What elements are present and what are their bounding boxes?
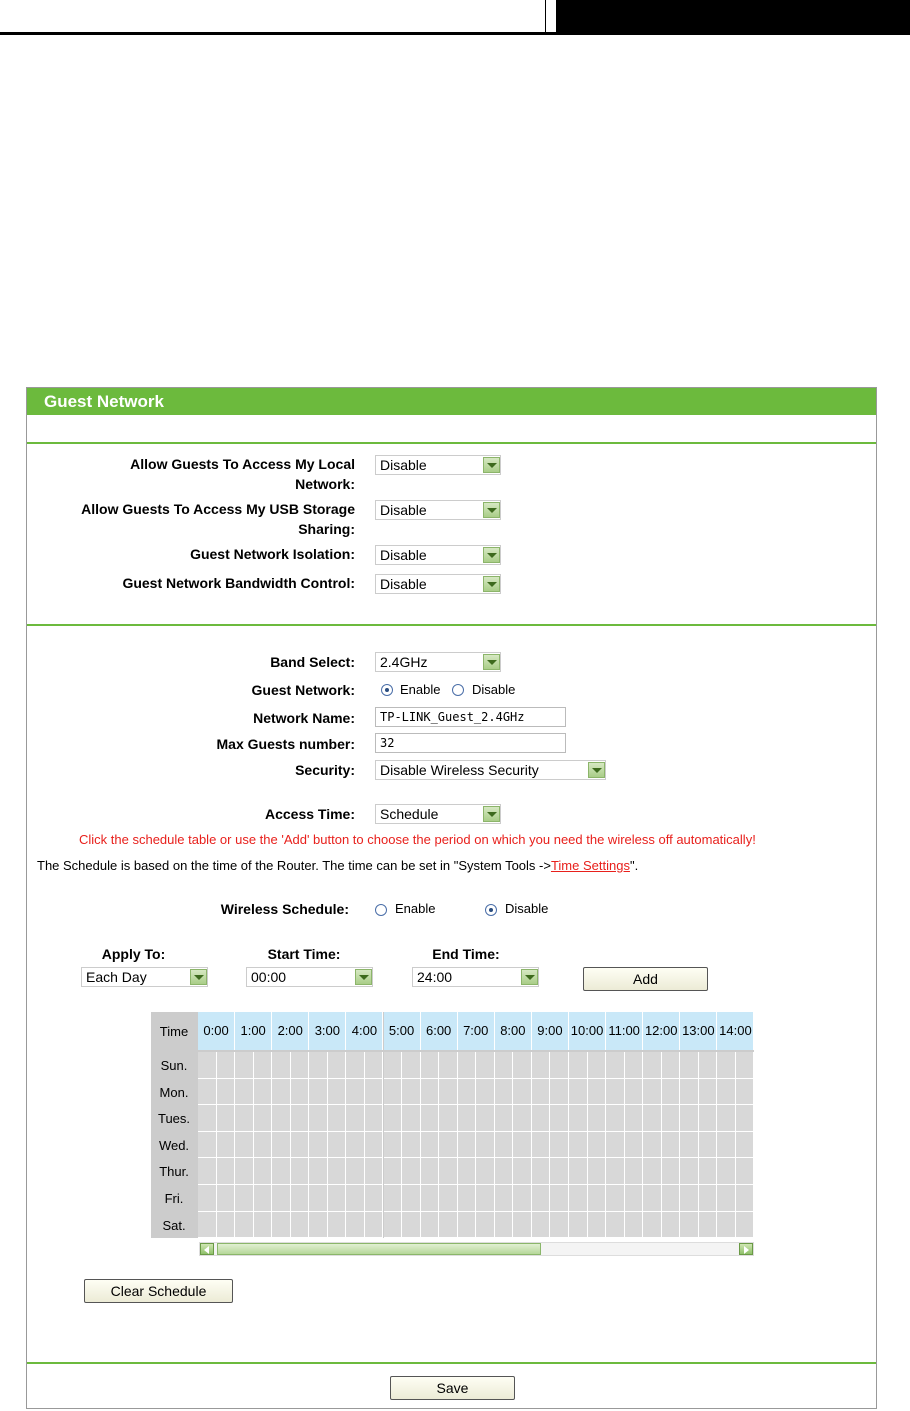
schedule-cell[interactable] xyxy=(254,1212,273,1239)
schedule-cell[interactable] xyxy=(476,1185,495,1212)
schedule-hour-header[interactable]: 14:00 xyxy=(717,1012,754,1050)
schedule-cell[interactable] xyxy=(550,1212,569,1239)
page-top-bar xyxy=(556,0,910,33)
chevron-down-icon xyxy=(588,762,605,778)
schedule-cell[interactable] xyxy=(662,1105,681,1132)
schedule-hour-header[interactable]: 3:00 xyxy=(309,1012,346,1050)
schedule-cell[interactable] xyxy=(384,1132,403,1159)
wireless-schedule-enable-label: Enable xyxy=(395,901,436,916)
schedule-cell[interactable] xyxy=(513,1212,532,1239)
schedule-cell[interactable] xyxy=(235,1132,254,1159)
schedule-cell[interactable] xyxy=(476,1105,495,1132)
chevron-down-icon xyxy=(190,969,207,985)
schedule-cell[interactable] xyxy=(495,1212,514,1239)
scroll-right-arrow-icon[interactable] xyxy=(739,1243,753,1255)
chevron-down-icon xyxy=(483,654,500,670)
schedule-cell[interactable] xyxy=(421,1185,440,1212)
schedule-cell[interactable] xyxy=(643,1132,662,1159)
max-guests-label: Max Guests number: xyxy=(216,736,355,752)
schedule-cell[interactable] xyxy=(272,1052,291,1079)
schedule-cell[interactable] xyxy=(217,1185,236,1212)
schedule-cell[interactable] xyxy=(235,1212,254,1239)
schedule-hour-header[interactable]: 2:00 xyxy=(272,1012,309,1050)
schedule-cell[interactable] xyxy=(625,1185,644,1212)
schedule-cell[interactable] xyxy=(717,1185,736,1212)
guest-network-enable-label: Enable xyxy=(400,682,441,697)
schedule-cell[interactable] xyxy=(346,1132,365,1159)
max-guests-input[interactable]: 32 xyxy=(375,733,566,753)
schedule-cell[interactable] xyxy=(291,1105,310,1132)
schedule-cell[interactable] xyxy=(439,1105,458,1132)
schedule-cell[interactable] xyxy=(402,1158,421,1185)
schedule-cell[interactable] xyxy=(402,1212,421,1239)
schedule-cell[interactable] xyxy=(476,1132,495,1159)
schedule-cell[interactable] xyxy=(736,1212,755,1239)
schedule-cell[interactable] xyxy=(625,1105,644,1132)
section-divider xyxy=(27,624,876,626)
schedule-cell[interactable] xyxy=(402,1132,421,1159)
schedule-cell[interactable] xyxy=(272,1158,291,1185)
schedule-cell[interactable] xyxy=(625,1052,644,1079)
schedule-cell[interactable] xyxy=(458,1132,477,1159)
schedule-cell[interactable] xyxy=(532,1079,551,1106)
schedule-cell[interactable] xyxy=(550,1185,569,1212)
network-name-label: Network Name: xyxy=(253,710,355,726)
schedule-cell[interactable] xyxy=(550,1158,569,1185)
schedule-cell[interactable] xyxy=(402,1052,421,1079)
schedule-cell[interactable] xyxy=(569,1185,588,1212)
schedule-cell[interactable] xyxy=(550,1105,569,1132)
schedule-cell[interactable] xyxy=(532,1185,551,1212)
chevron-down-icon xyxy=(355,969,372,985)
schedule-hour-header[interactable]: 12:00 xyxy=(643,1012,680,1050)
guest-network-disable-label: Disable xyxy=(472,682,516,697)
schedule-cell[interactable] xyxy=(217,1132,236,1159)
schedule-cell[interactable] xyxy=(458,1185,477,1212)
schedule-cell[interactable] xyxy=(476,1158,495,1185)
schedule-cell[interactable] xyxy=(346,1158,365,1185)
scroll-left-arrow-icon[interactable] xyxy=(200,1243,214,1255)
schedule-cell[interactable] xyxy=(495,1052,514,1079)
schedule-cell[interactable] xyxy=(346,1105,365,1132)
schedule-cell[interactable] xyxy=(476,1079,495,1106)
local-access-label: Allow Guests To Access My Local Network: xyxy=(130,456,355,492)
schedule-cell[interactable] xyxy=(606,1079,625,1106)
schedule-cell[interactable] xyxy=(625,1079,644,1106)
schedule-cell[interactable] xyxy=(699,1185,718,1212)
schedule-cell[interactable] xyxy=(625,1132,644,1159)
schedule-cell[interactable] xyxy=(680,1185,699,1212)
schedule-cell[interactable] xyxy=(513,1079,532,1106)
access-time-label: Access Time: xyxy=(264,806,355,822)
schedule-cell[interactable] xyxy=(309,1079,328,1106)
schedule-cell[interactable] xyxy=(346,1185,365,1212)
schedule-cell[interactable] xyxy=(365,1105,384,1132)
schedule-cell[interactable] xyxy=(254,1158,273,1185)
schedule-cell[interactable] xyxy=(680,1079,699,1106)
usb-access-label: Allow Guests To Access My USB Storage Sharing: xyxy=(81,501,355,537)
network-name-input[interactable]: TP-LINK_Guest_2.4GHz xyxy=(375,707,566,727)
schedule-cell[interactable] xyxy=(569,1212,588,1239)
isolation-label: Guest Network Isolation: xyxy=(190,546,355,562)
schedule-cell[interactable] xyxy=(439,1132,458,1159)
schedule-cell[interactable] xyxy=(643,1105,662,1132)
apply-to-label: Apply To: xyxy=(101,946,166,962)
schedule-cell[interactable] xyxy=(198,1185,217,1212)
schedule-cell[interactable] xyxy=(588,1212,607,1239)
schedule-cell[interactable] xyxy=(717,1212,736,1239)
schedule-cell[interactable] xyxy=(606,1132,625,1159)
schedule-cell[interactable] xyxy=(421,1052,440,1079)
schedule-cell[interactable] xyxy=(272,1212,291,1239)
schedule-cell[interactable] xyxy=(513,1185,532,1212)
schedule-cell[interactable] xyxy=(254,1185,273,1212)
schedule-cell[interactable] xyxy=(550,1052,569,1079)
schedule-cell[interactable] xyxy=(291,1132,310,1159)
schedule-cell[interactable] xyxy=(662,1052,681,1079)
schedule-cell[interactable] xyxy=(550,1132,569,1159)
schedule-cell[interactable] xyxy=(291,1079,310,1106)
schedule-cell[interactable] xyxy=(532,1158,551,1185)
schedule-hour-header[interactable]: 13:00 xyxy=(680,1012,717,1050)
clear-schedule-button[interactable]: Clear Schedule xyxy=(84,1279,233,1303)
schedule-scrollbar[interactable] xyxy=(199,1242,754,1256)
schedule-cell[interactable] xyxy=(662,1079,681,1106)
schedule-cell[interactable] xyxy=(384,1105,403,1132)
schedule-cell[interactable] xyxy=(736,1105,755,1132)
apply-to-select[interactable]: Each Day xyxy=(81,967,208,987)
schedule-table xyxy=(151,1012,754,1238)
schedule-cell[interactable] xyxy=(198,1079,217,1106)
schedule-cell[interactable] xyxy=(680,1212,699,1239)
schedule-cell[interactable] xyxy=(588,1158,607,1185)
access-time-select[interactable]: Schedule xyxy=(375,804,501,824)
schedule-cell[interactable] xyxy=(291,1052,310,1079)
guest-network-enable-radio[interactable] xyxy=(381,684,393,696)
schedule-cell[interactable] xyxy=(235,1079,254,1106)
schedule-cell[interactable] xyxy=(458,1158,477,1185)
schedule-cell[interactable] xyxy=(402,1079,421,1106)
schedule-cell[interactable] xyxy=(365,1212,384,1239)
chevron-down-icon xyxy=(483,502,500,518)
schedule-cell[interactable] xyxy=(198,1052,217,1079)
schedule-cell[interactable] xyxy=(532,1052,551,1079)
schedule-cell[interactable] xyxy=(606,1052,625,1079)
schedule-hour-header[interactable]: 4:00 xyxy=(346,1012,383,1050)
schedule-cell[interactable] xyxy=(198,1132,217,1159)
chevron-down-icon xyxy=(521,969,538,985)
wireless-schedule-disable-radio[interactable] xyxy=(485,904,497,916)
page-top-divider xyxy=(545,0,546,33)
schedule-cell[interactable] xyxy=(717,1105,736,1132)
schedule-cell[interactable] xyxy=(328,1052,347,1079)
schedule-hour-header[interactable]: 11:00 xyxy=(606,1012,643,1050)
schedule-cell[interactable] xyxy=(717,1079,736,1106)
schedule-hour-header[interactable]: 5:00 xyxy=(384,1012,421,1050)
end-time-label: End Time: xyxy=(432,946,500,962)
schedule-cell[interactable] xyxy=(736,1079,755,1106)
add-button[interactable]: Add xyxy=(583,967,708,991)
schedule-cell[interactable] xyxy=(680,1105,699,1132)
start-time-label: Start Time: xyxy=(267,946,341,962)
schedule-cell[interactable] xyxy=(513,1132,532,1159)
schedule-day-label[interactable]: Sun. xyxy=(160,1058,188,1073)
schedule-cell[interactable] xyxy=(680,1158,699,1185)
schedule-cell[interactable] xyxy=(421,1132,440,1159)
schedule-cell[interactable] xyxy=(291,1212,310,1239)
schedule-cell[interactable] xyxy=(588,1105,607,1132)
guest-network-disable-radio[interactable] xyxy=(452,684,464,696)
schedule-cell[interactable] xyxy=(328,1158,347,1185)
schedule-cell[interactable] xyxy=(272,1185,291,1212)
schedule-cell[interactable] xyxy=(402,1105,421,1132)
schedule-cell[interactable] xyxy=(513,1105,532,1132)
schedule-cell[interactable] xyxy=(625,1212,644,1239)
schedule-cell[interactable] xyxy=(458,1105,477,1132)
schedule-cell[interactable] xyxy=(365,1052,384,1079)
schedule-note: The Schedule is based on the time of the Router. The time can be set in "System Tools ->Time Settings". xyxy=(37,858,639,873)
schedule-hour-header[interactable]: 8:00 xyxy=(495,1012,532,1050)
isolation-select[interactable]: Disable xyxy=(375,545,501,565)
schedule-cell[interactable] xyxy=(476,1052,495,1079)
schedule-cell[interactable] xyxy=(643,1052,662,1079)
schedule-cell[interactable] xyxy=(421,1105,440,1132)
schedule-cell[interactable] xyxy=(717,1158,736,1185)
usb-access-select[interactable]: Disable xyxy=(375,500,501,520)
end-time-select[interactable]: 24:00 xyxy=(412,967,539,987)
schedule-cell[interactable] xyxy=(532,1212,551,1239)
schedule-cell[interactable] xyxy=(569,1132,588,1159)
schedule-cell[interactable] xyxy=(736,1052,755,1079)
schedule-cell[interactable] xyxy=(384,1052,403,1079)
schedule-cell[interactable] xyxy=(365,1132,384,1159)
schedule-cell[interactable] xyxy=(680,1132,699,1159)
schedule-cell[interactable] xyxy=(217,1105,236,1132)
schedule-cell[interactable] xyxy=(272,1079,291,1106)
schedule-cell[interactable] xyxy=(235,1052,254,1079)
schedule-cell[interactable] xyxy=(328,1079,347,1106)
schedule-cell[interactable] xyxy=(588,1052,607,1079)
schedule-cell[interactable] xyxy=(458,1212,477,1239)
schedule-day-label[interactable]: Wed. xyxy=(158,1137,190,1153)
schedule-cell[interactable] xyxy=(662,1132,681,1159)
schedule-cell[interactable] xyxy=(680,1052,699,1079)
schedule-cell[interactable] xyxy=(217,1052,236,1079)
bandwidth-label: Guest Network Bandwidth Control: xyxy=(122,575,355,591)
schedule-cell[interactable] xyxy=(532,1105,551,1132)
save-button[interactable]: Save xyxy=(390,1376,515,1400)
schedule-cell[interactable] xyxy=(272,1105,291,1132)
band-select-label: Band Select: xyxy=(270,654,355,670)
schedule-cell[interactable] xyxy=(217,1212,236,1239)
schedule-cell[interactable] xyxy=(384,1158,403,1185)
schedule-cell[interactable] xyxy=(365,1158,384,1185)
schedule-cell[interactable] xyxy=(495,1105,514,1132)
scroll-thumb[interactable] xyxy=(217,1243,541,1255)
schedule-corner-label: Time xyxy=(159,1024,189,1039)
schedule-cell[interactable] xyxy=(384,1079,403,1106)
schedule-cell[interactable] xyxy=(402,1185,421,1212)
schedule-cell[interactable] xyxy=(569,1158,588,1185)
schedule-hour-header[interactable]: 9:00 xyxy=(532,1012,569,1050)
wireless-schedule-label: Wireless Schedule: xyxy=(220,901,349,917)
schedule-cell[interactable] xyxy=(736,1158,755,1185)
wireless-schedule-enable-radio[interactable] xyxy=(375,904,387,916)
security-select[interactable]: Disable Wireless Security xyxy=(375,760,606,780)
schedule-day-label[interactable]: Sat. xyxy=(162,1217,186,1233)
schedule-cell[interactable] xyxy=(217,1158,236,1185)
schedule-cell[interactable] xyxy=(384,1185,403,1212)
time-settings-link[interactable]: Time Settings xyxy=(550,858,630,873)
section-divider xyxy=(27,1362,876,1364)
schedule-day-label[interactable]: Tues. xyxy=(157,1111,191,1127)
schedule-cell[interactable] xyxy=(513,1052,532,1079)
schedule-cell[interactable] xyxy=(328,1132,347,1159)
schedule-cell[interactable] xyxy=(643,1158,662,1185)
schedule-cell[interactable] xyxy=(328,1105,347,1132)
schedule-cell[interactable] xyxy=(198,1105,217,1132)
schedule-day-label[interactable]: Fri. xyxy=(164,1191,184,1206)
schedule-cell[interactable] xyxy=(532,1132,551,1159)
schedule-cell[interactable] xyxy=(569,1052,588,1079)
schedule-cell[interactable] xyxy=(495,1132,514,1159)
schedule-warning: Click the schedule table or use the 'Add' button to choose the period on which you need the wireless off automatically! xyxy=(79,832,756,847)
wireless-schedule-disable-label: Disable xyxy=(505,901,549,916)
schedule-cell[interactable] xyxy=(421,1212,440,1239)
schedule-cell[interactable] xyxy=(328,1212,347,1239)
schedule-cell[interactable] xyxy=(439,1079,458,1106)
schedule-cell[interactable] xyxy=(736,1185,755,1212)
chevron-down-icon xyxy=(483,806,500,822)
schedule-cell[interactable] xyxy=(662,1185,681,1212)
schedule-cell[interactable] xyxy=(699,1079,718,1106)
schedule-cell[interactable] xyxy=(699,1212,718,1239)
start-time-select[interactable]: 00:00 xyxy=(246,967,373,987)
schedule-hour-header[interactable]: 0:00 xyxy=(198,1012,235,1050)
schedule-cell[interactable] xyxy=(439,1185,458,1212)
schedule-cell[interactable] xyxy=(588,1079,607,1106)
schedule-cell[interactable] xyxy=(309,1052,328,1079)
schedule-cell[interactable] xyxy=(235,1105,254,1132)
schedule-day-label[interactable]: Thur. xyxy=(159,1164,189,1180)
band-select[interactable]: 2.4GHz xyxy=(375,652,501,672)
schedule-cell[interactable] xyxy=(198,1212,217,1239)
schedule-cell[interactable] xyxy=(421,1158,440,1185)
schedule-cell[interactable] xyxy=(421,1079,440,1106)
schedule-cell[interactable] xyxy=(662,1212,681,1239)
schedule-cell[interactable] xyxy=(254,1132,273,1159)
schedule-cell[interactable] xyxy=(439,1212,458,1239)
schedule-cell[interactable] xyxy=(309,1158,328,1185)
schedule-cell[interactable] xyxy=(254,1105,273,1132)
schedule-cell[interactable] xyxy=(235,1158,254,1185)
schedule-cell[interactable] xyxy=(717,1132,736,1159)
schedule-cell[interactable] xyxy=(217,1079,236,1106)
chevron-down-icon xyxy=(483,547,500,563)
schedule-cell[interactable] xyxy=(569,1105,588,1132)
schedule-cell[interactable] xyxy=(235,1185,254,1212)
schedule-cell[interactable] xyxy=(384,1212,403,1239)
bandwidth-select[interactable]: Disable xyxy=(375,574,501,594)
schedule-cell[interactable] xyxy=(606,1158,625,1185)
schedule-day-label[interactable]: Mon. xyxy=(159,1084,189,1100)
schedule-cell[interactable] xyxy=(328,1185,347,1212)
schedule-cell[interactable] xyxy=(699,1158,718,1185)
schedule-cell[interactable] xyxy=(439,1052,458,1079)
schedule-cell[interactable] xyxy=(309,1185,328,1212)
schedule-hour-header[interactable]: 6:00 xyxy=(421,1012,458,1050)
schedule-cell[interactable] xyxy=(458,1079,477,1106)
schedule-cell[interactable] xyxy=(606,1185,625,1212)
schedule-cell[interactable] xyxy=(662,1158,681,1185)
chevron-down-icon xyxy=(483,576,500,592)
schedule-cell[interactable] xyxy=(309,1105,328,1132)
panel-title: Guest Network xyxy=(27,388,876,415)
schedule-cell[interactable] xyxy=(458,1052,477,1079)
schedule-cell[interactable] xyxy=(643,1079,662,1106)
schedule-cell[interactable] xyxy=(254,1052,273,1079)
schedule-cell[interactable] xyxy=(365,1185,384,1212)
schedule-cell[interactable] xyxy=(569,1079,588,1106)
schedule-cell[interactable] xyxy=(588,1132,607,1159)
local-access-select[interactable]: Disable xyxy=(375,455,501,475)
guest-network-label: Guest Network: xyxy=(251,682,355,698)
schedule-cell[interactable] xyxy=(309,1132,328,1159)
schedule-cell[interactable] xyxy=(272,1132,291,1159)
schedule-cell[interactable] xyxy=(717,1052,736,1079)
schedule-cell[interactable] xyxy=(736,1132,755,1159)
schedule-cell[interactable] xyxy=(476,1212,495,1239)
schedule-cell[interactable] xyxy=(513,1158,532,1185)
schedule-cell[interactable] xyxy=(699,1105,718,1132)
section-divider xyxy=(27,442,876,444)
schedule-cell[interactable] xyxy=(439,1158,458,1185)
schedule-cell[interactable] xyxy=(550,1079,569,1106)
schedule-cell[interactable] xyxy=(606,1212,625,1239)
schedule-cell[interactable] xyxy=(588,1185,607,1212)
schedule-hour-header[interactable]: 7:00 xyxy=(458,1012,495,1050)
schedule-hour-header[interactable]: 1:00 xyxy=(235,1012,272,1050)
schedule-cell[interactable] xyxy=(346,1052,365,1079)
schedule-hour-header[interactable]: 10:00 xyxy=(569,1012,606,1050)
schedule-cell[interactable] xyxy=(198,1158,217,1185)
schedule-cell[interactable] xyxy=(291,1185,310,1212)
schedule-cell[interactable] xyxy=(346,1212,365,1239)
schedule-cell[interactable] xyxy=(346,1079,365,1106)
schedule-cell[interactable] xyxy=(495,1185,514,1212)
security-label: Security: xyxy=(295,762,355,778)
schedule-cell[interactable] xyxy=(309,1212,328,1239)
schedule-cell[interactable] xyxy=(643,1185,662,1212)
schedule-cell[interactable] xyxy=(699,1052,718,1079)
schedule-cell[interactable] xyxy=(643,1212,662,1239)
chevron-down-icon xyxy=(483,457,500,473)
schedule-cell[interactable] xyxy=(365,1079,384,1106)
schedule-cell[interactable] xyxy=(495,1158,514,1185)
schedule-cell[interactable] xyxy=(291,1158,310,1185)
schedule-cell[interactable] xyxy=(606,1105,625,1132)
schedule-cell[interactable] xyxy=(495,1079,514,1106)
schedule-cell[interactable] xyxy=(625,1158,644,1185)
schedule-cell[interactable] xyxy=(699,1132,718,1159)
schedule-cell[interactable] xyxy=(254,1079,273,1106)
